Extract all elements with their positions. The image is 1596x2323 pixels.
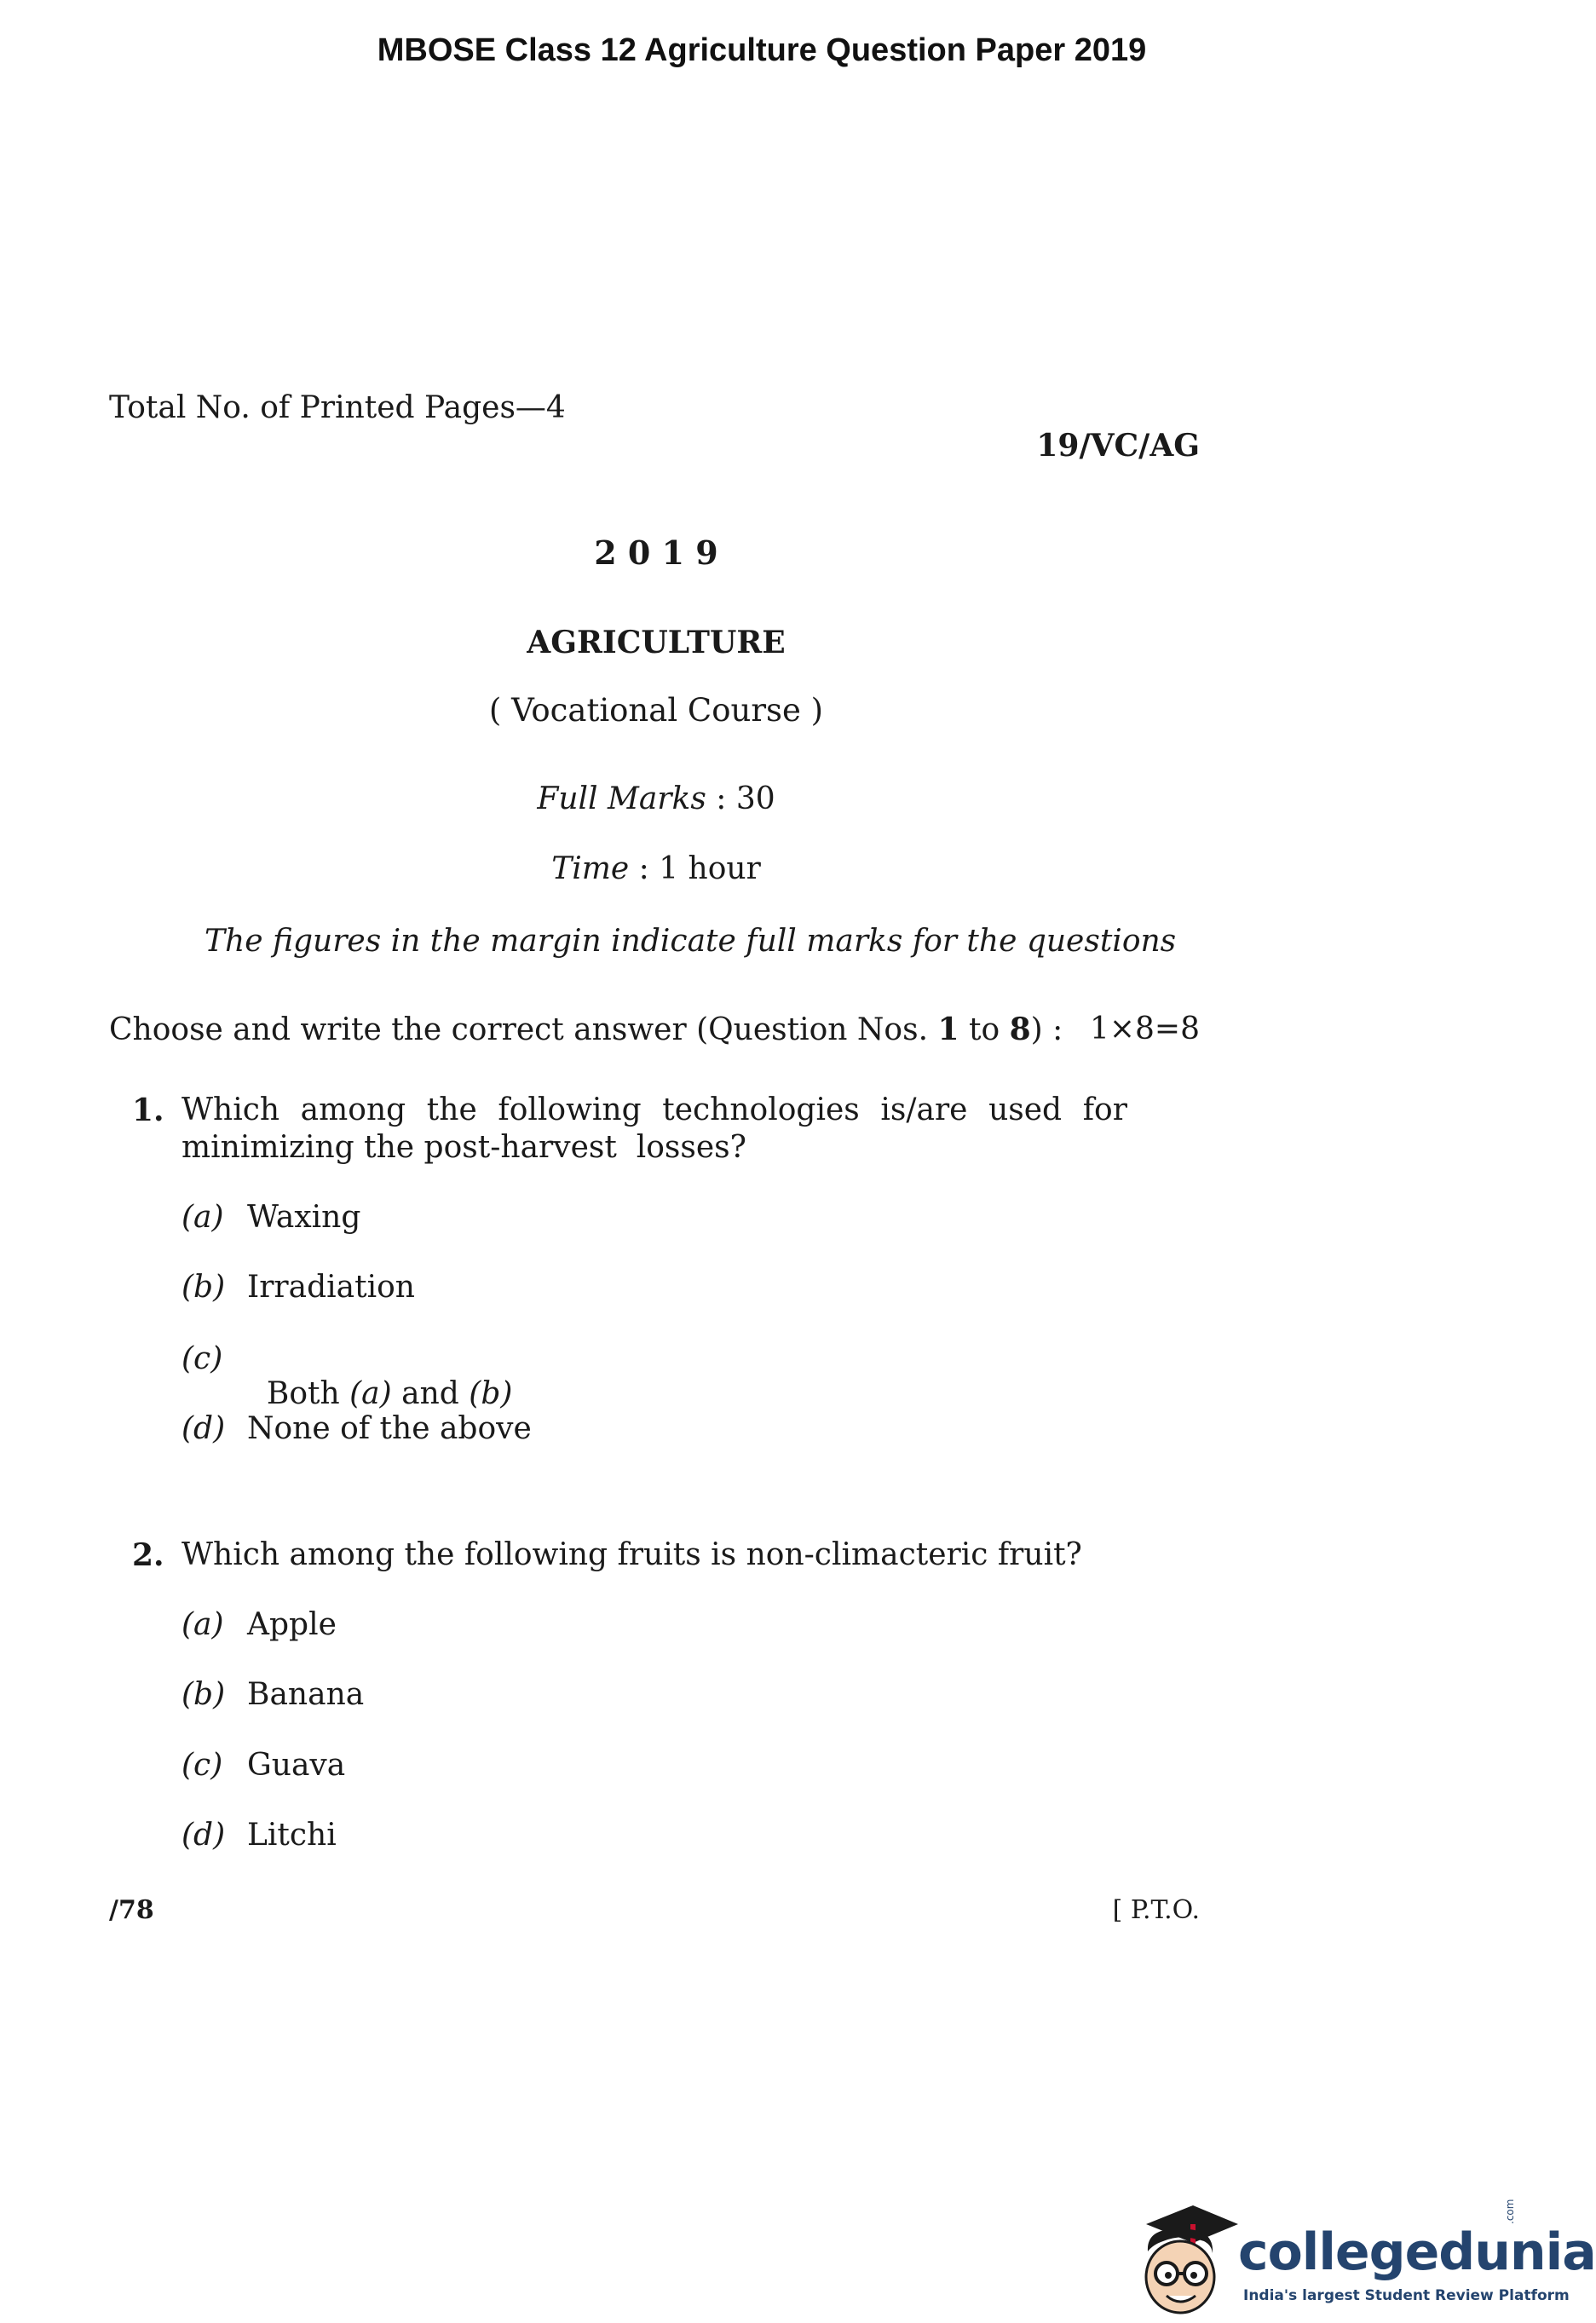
instruction-to-word: to xyxy=(959,1012,1010,1047)
paper-banner-title: MBOSE Class 12 Agriculture Question Paper 2019 xyxy=(377,32,1147,68)
course-type: ( Vocational Course ) xyxy=(488,692,824,729)
q2-option-d-text: Litchi xyxy=(247,1818,337,1853)
q1-option-d xyxy=(181,1411,225,1446)
q2-option-d xyxy=(181,1818,225,1853)
option-label: (b) xyxy=(181,1270,226,1305)
time-label: Time xyxy=(551,851,630,886)
marks-note: The figures in the margin indicate full marks for the questions xyxy=(205,924,1177,959)
subject-title: AGRICULTURE xyxy=(527,625,786,660)
q2-option-c xyxy=(181,1748,222,1783)
option-label: (b) xyxy=(181,1677,226,1712)
instruction-from: 1 xyxy=(937,1012,959,1047)
logo-com: .com xyxy=(1504,2199,1516,2224)
option-label: (d) xyxy=(181,1411,226,1446)
q2-option-b-text: Banana xyxy=(247,1677,365,1712)
q1-option-c-text xyxy=(247,1341,512,1411)
paper-code: 19/VC/AG xyxy=(1036,428,1200,464)
option-label: (d) xyxy=(181,1818,226,1853)
q1-option-b-text: Irradiation xyxy=(247,1270,415,1305)
option-label: (a) xyxy=(181,1607,224,1642)
logo-tagline: India's largest Student Review Platform xyxy=(1243,2287,1570,2304)
instruction-end: ) : xyxy=(1030,1012,1063,1047)
q2-option-a-text: Apple xyxy=(247,1607,337,1642)
question-2-number: 2. xyxy=(132,1537,164,1573)
time-value: : 1 hour xyxy=(629,851,761,886)
full-marks-label: Full Marks xyxy=(537,781,706,816)
instruction-to: 8 xyxy=(1009,1012,1031,1047)
q1-word: technologies xyxy=(662,1092,860,1127)
q1-word: the xyxy=(426,1092,477,1127)
q1-option-a-text: Waxing xyxy=(247,1200,361,1235)
q2-option-c-text: Guava xyxy=(247,1748,346,1783)
instruction-text: Choose and write the correct answer (Question Nos. xyxy=(109,1012,938,1047)
option-text-part: (a) xyxy=(349,1376,392,1411)
question-2-text: Which among the following fruits is non-climacteric fruit? xyxy=(181,1537,1082,1572)
q1-word: following xyxy=(498,1092,642,1127)
option-text-part: Both xyxy=(266,1376,350,1411)
question-1-number: 1. xyxy=(132,1092,164,1128)
q2-option-a xyxy=(181,1607,224,1642)
mascot-icon xyxy=(1129,2199,1240,2318)
instruction xyxy=(109,1012,1063,1047)
question-1-line-1 xyxy=(181,1092,1127,1127)
full-marks xyxy=(0,781,1312,816)
option-label: (c) xyxy=(181,1748,223,1783)
collegedunia-logo[interactable] xyxy=(1129,2199,1596,2318)
question-1-line-2: minimizing the post-harvest losses? xyxy=(181,1130,746,1165)
q2-option-b xyxy=(181,1677,225,1712)
q1-option-c xyxy=(181,1341,222,1376)
option-text-part: (b) xyxy=(469,1376,513,1411)
full-marks-value: : 30 xyxy=(706,781,775,816)
q1-word: for xyxy=(1082,1092,1127,1127)
footer-page-code: /78 xyxy=(109,1895,154,1925)
logo-wordmark: collegedunia xyxy=(1238,2222,1596,2282)
instruction-marks: 1×8=8 xyxy=(1089,1012,1200,1046)
q1-word: among xyxy=(300,1092,406,1127)
q1-word: is/are xyxy=(880,1092,968,1127)
option-text-part: and xyxy=(391,1376,470,1411)
option-label: (c) xyxy=(181,1341,223,1376)
printed-pages: Total No. of Printed Pages—4 xyxy=(109,390,566,425)
footer-pto: [ P.T.O. xyxy=(1112,1895,1200,1925)
exam-year: 2 0 1 9 xyxy=(594,533,718,572)
q1-option-d-text: None of the above xyxy=(247,1411,532,1446)
q1-word: used xyxy=(988,1092,1063,1127)
q1-word: Which xyxy=(181,1092,280,1127)
option-label: (a) xyxy=(181,1200,224,1235)
q1-option-b xyxy=(181,1270,225,1305)
q1-option-a xyxy=(181,1200,224,1235)
time-allowed xyxy=(0,851,1312,886)
